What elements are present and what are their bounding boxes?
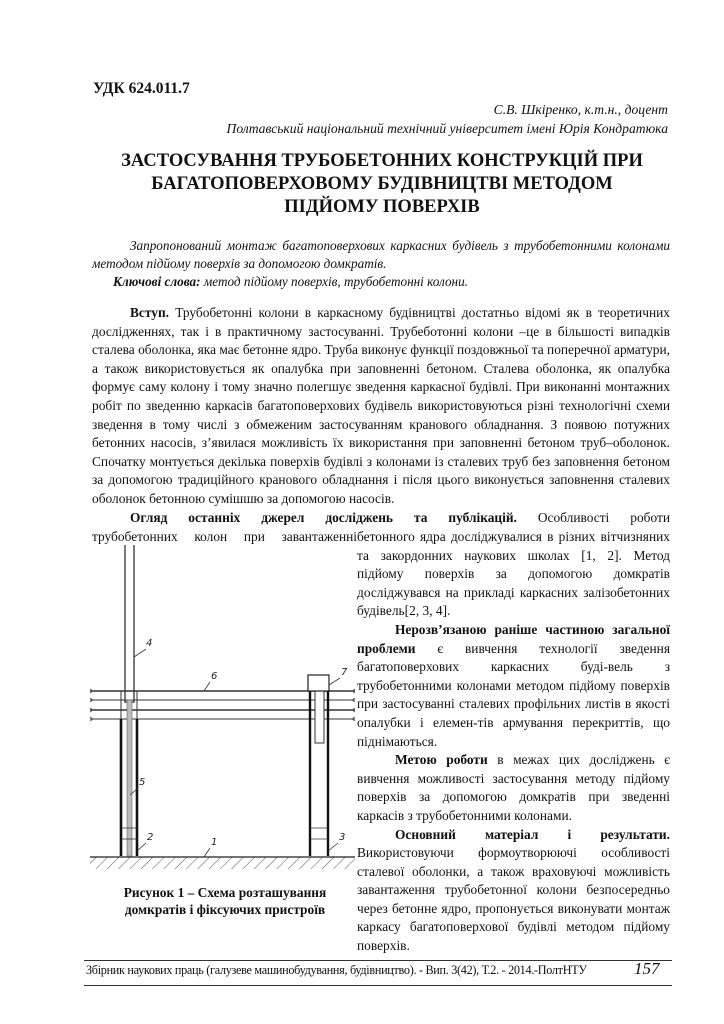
label-1: 1	[211, 837, 218, 848]
results-heading-paragraph	[357, 826, 670, 845]
goal-text: в межах цих досліджень є вивчення можливості застосування методу підйому поверхів за допомогою домкратів при зведенні каркасів з трубобетонними колонами.	[357, 752, 671, 823]
goal-heading: Метою роботи	[395, 752, 488, 768]
footer-divider	[84, 960, 672, 961]
paper-title	[90, 150, 674, 219]
review-heading: Огляд останніх джерел досліджень та публікацій.	[130, 509, 517, 525]
journal-reference: Збірник наукових праць (галузеве машинобудування, будівництво). - Вип. 3(42), Т.2. - 2014.-ПолтНТУ	[86, 963, 587, 977]
intro-section	[92, 304, 670, 527]
label-7: 7	[341, 667, 348, 678]
problem-paragraph	[357, 621, 670, 751]
footer-divider	[84, 985, 672, 986]
author-block	[227, 100, 669, 138]
label-3: 3	[339, 832, 346, 843]
author-name: С.В. Шкіренко, к.т.н., доцент	[493, 102, 668, 117]
intro-heading: Вступ.	[130, 305, 170, 320]
goal-paragraph	[357, 751, 670, 825]
abstract	[92, 237, 670, 291]
label-4: 4	[146, 638, 153, 649]
title-line: ЗАСТОСУВАННЯ ТРУБОБЕТОННИХ КОНСТРУКЦІЙ ПРИ	[121, 151, 643, 171]
keywords-label: Ключові слова:	[113, 274, 201, 289]
figure-scheme	[80, 545, 365, 875]
review-text-right: бетонного ядра досліджувалися в різних вітчизняних та закордонних наукових школах [1, 2]. Метод підйому поверхів за допомогою домкратів досліджувався на прикладі каркасних залізобетонних будівель[2, 3, 4].	[357, 529, 670, 619]
problem-text: є вивчення технології зведення багатоповерхових каркасних буді-вель з трубобетонними колонами методом підйому поверхів при застосуванні сталевих профільних листів в якості опалубки і елемен-тів армування перекриттів, що піднімаються.	[357, 640, 670, 749]
ground	[90, 857, 355, 869]
keywords	[92, 273, 670, 291]
results-heading: Основний матеріал і результати.	[395, 826, 670, 842]
label-2: 2	[147, 832, 154, 843]
label-6: 6	[211, 671, 218, 682]
page-number: 157	[634, 959, 660, 978]
udk-code: УДК 624.011.7	[93, 80, 190, 97]
title-line: ПІДЙОМУ ПОВЕРХІВ	[284, 197, 480, 217]
caption-line: Рисунок 1 – Схема розташування	[123, 885, 327, 900]
tube-extension	[125, 545, 134, 702]
figure-caption	[95, 884, 355, 918]
abstract-text: Запропонований монтаж багатоповерхових каркасних будівель з трубобетонними колонами методом підйому поверхів за допомогою домкратів.	[92, 238, 670, 271]
problem-heading: Нерозв’язаною раніше частиною загальної проблеми	[357, 621, 670, 656]
review-text-first: Особливості роботи	[516, 509, 670, 525]
review-first-line	[92, 509, 670, 528]
left-column	[121, 691, 137, 856]
right-column	[357, 528, 670, 956]
label-5: 5	[139, 777, 146, 788]
fixing-device	[308, 675, 329, 691]
right-column	[308, 675, 329, 856]
caption-line: домкратів і фіксуючих пристроїв	[124, 902, 326, 917]
intro-paragraph	[92, 304, 670, 509]
intro-text: Трубобетонні колони в каркасному будівництві достатньо відомі як в теоретичних дослідженнях, так і в практичному застосуванні. Трубеботонні колони –це в більшості випадків сталева оболонка, яка має бетонне ядро. Труба виконує функції поздовжньої та поперечної арматури, а також використовується як опалубка при заповненні бетоном. Сталева оболонка, як опалубка формує саму колону і тому значно полегшує зведення каркасної будівлі. При виконанні монтажних робіт по зведенню каркасів багатоповерхових будівель використовуються різні технологічні схеми зведення в тому числі з обмеженим застосуванням кранового обладнання. З появою потужних бетонних насосів, з’явилася можливість їх використання при заповненні бетоном труб–оболонок. Спочатку монтується декілька поверхів будівлі з колонами із сталевих труб без заповнення бетоном за допомогою традиційного кранового обладнання і після цього виконується заповнення сталевих оболонок бетонною сумішшю за допомогою насосів.	[92, 305, 670, 506]
author-affiliation: Полтавський національний технічний університет імені Юрія Кондратюка	[226, 121, 668, 136]
keywords-text: метод підйому поверхів, трубобетонні колони.	[200, 274, 468, 289]
title-line: БАГАТОПОВЕРХОВОМУ БУДІВНИЦТВІ МЕТОДОМ	[151, 174, 613, 194]
results-text: Використовуючи формоутворюючі особливості сталевої оболонки, а також враховуючі можливість завантаження трубобетонної колони безпосередньо через бетонне ядро, пропонується виконувати монтаж каркасу багатоповерхової будівлі методом підйому поверхів.	[357, 845, 670, 954]
review-left-line: трубобетонних колон при завантаженні	[92, 529, 357, 544]
